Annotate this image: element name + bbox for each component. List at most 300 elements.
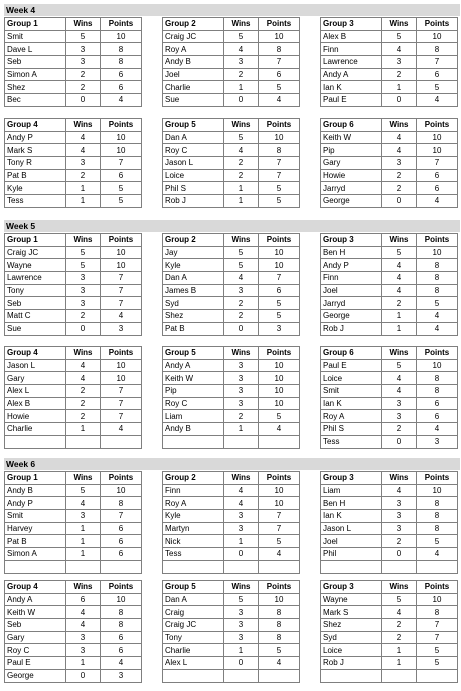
table-row (321, 359, 458, 372)
group-header-row (163, 119, 300, 132)
table-row (163, 606, 300, 619)
wins-value: 5 (224, 131, 259, 144)
wins-value: 1 (66, 522, 101, 535)
wins-value: 4 (66, 372, 101, 385)
wins-value: 3 (382, 510, 417, 523)
wins-value: 1 (224, 644, 259, 657)
group-name: Group 1 (5, 18, 66, 31)
points-value: 10 (259, 397, 300, 410)
table-row (163, 30, 300, 43)
player-name: Smit (321, 385, 382, 398)
points-value: 3 (101, 322, 142, 335)
points-value: 5 (259, 410, 300, 423)
player-name: Shez (5, 81, 66, 94)
table-row (321, 259, 458, 272)
wins-value: 5 (224, 259, 259, 272)
wins-value: 2 (224, 410, 259, 423)
points-value: 7 (259, 510, 300, 523)
player-name: Craig JC (163, 30, 224, 43)
table-row (163, 619, 300, 632)
week-header: Week 6 (4, 458, 460, 470)
points-value: 5 (417, 644, 458, 657)
table-row (321, 497, 458, 510)
table-row (5, 144, 142, 157)
points-value: 4 (259, 548, 300, 561)
wins-header: Wins (382, 18, 417, 31)
points-value: 8 (101, 619, 142, 632)
points-value: 10 (259, 385, 300, 398)
wins-header: Wins (224, 472, 259, 485)
points-value: 10 (417, 246, 458, 259)
table-row (163, 310, 300, 323)
player-name: Alex B (5, 397, 66, 410)
points-value: 5 (417, 657, 458, 670)
group-header-row (321, 234, 458, 247)
table-row (5, 259, 142, 272)
table-row (163, 157, 300, 170)
table-row (5, 593, 142, 606)
player-name: Dan A (163, 593, 224, 606)
group-header-row (321, 119, 458, 132)
wins-value: 3 (66, 631, 101, 644)
points-value: 8 (417, 43, 458, 56)
player-name: Pip (321, 144, 382, 157)
player-name (321, 560, 382, 573)
player-name: Joel (321, 535, 382, 548)
wins-value (382, 560, 417, 573)
table-row (321, 310, 458, 323)
player-name: Craig (163, 606, 224, 619)
player-name: Jason L (163, 157, 224, 170)
player-name: Roy A (163, 497, 224, 510)
player-name: George (321, 195, 382, 208)
group-name: Group 1 (5, 472, 66, 485)
wins-value: 4 (382, 259, 417, 272)
group-header-row (5, 581, 142, 594)
table-row (321, 593, 458, 606)
table-row (321, 131, 458, 144)
wins-value: 1 (382, 657, 417, 670)
points-value: 10 (259, 497, 300, 510)
wins-value: 0 (382, 195, 417, 208)
player-name: Charlie (5, 423, 66, 436)
table-row (5, 385, 142, 398)
wins-value: 2 (382, 169, 417, 182)
player-name: Pip (163, 385, 224, 398)
wins-value: 4 (382, 43, 417, 56)
player-name: Rob J (321, 322, 382, 335)
player-name: Rob J (321, 657, 382, 670)
wins-value: 5 (382, 30, 417, 43)
points-value: 10 (417, 131, 458, 144)
table-row (5, 522, 142, 535)
table-row (321, 619, 458, 632)
wins-value: 3 (224, 359, 259, 372)
table-row (5, 644, 142, 657)
table-row (321, 246, 458, 259)
wins-value: 2 (66, 169, 101, 182)
group-table (320, 233, 458, 336)
table-row (163, 372, 300, 385)
player-name: Mark S (5, 144, 66, 157)
table-row (321, 644, 458, 657)
player-name: Sue (5, 322, 66, 335)
group-name: Group 3 (321, 18, 382, 31)
table-row (5, 372, 142, 385)
points-value: 10 (417, 30, 458, 43)
player-name: Craig JC (163, 619, 224, 632)
player-name: Kyle (163, 259, 224, 272)
player-name: Martyn (163, 522, 224, 535)
points-value: 7 (259, 522, 300, 535)
points-value: 6 (417, 169, 458, 182)
points-header: Points (417, 472, 458, 485)
player-name: Pat B (5, 535, 66, 548)
group-name: Group 6 (321, 119, 382, 132)
wins-value: 1 (66, 657, 101, 670)
group-table (162, 346, 300, 449)
wins-value: 1 (224, 423, 259, 436)
player-name: Andy B (5, 484, 66, 497)
table-row (163, 593, 300, 606)
points-value: 10 (101, 484, 142, 497)
table-row (163, 560, 300, 573)
group-name: Group 5 (163, 119, 224, 132)
player-name: Joel (321, 284, 382, 297)
wins-value: 0 (382, 435, 417, 448)
wins-value: 5 (224, 593, 259, 606)
player-name: George (5, 669, 66, 682)
table-row (5, 560, 142, 573)
table-row (321, 535, 458, 548)
wins-value: 2 (66, 397, 101, 410)
group-table (4, 17, 142, 107)
points-value: 4 (101, 423, 142, 436)
table-row (163, 68, 300, 81)
wins-value: 4 (66, 131, 101, 144)
player-name: Roy C (163, 397, 224, 410)
group-header-row (163, 18, 300, 31)
wins-value: 3 (224, 631, 259, 644)
points-value: 4 (101, 310, 142, 323)
table-row (321, 30, 458, 43)
table-row (321, 410, 458, 423)
table-row (321, 195, 458, 208)
points-value: 10 (101, 131, 142, 144)
points-value: 8 (417, 272, 458, 285)
points-value: 8 (259, 619, 300, 632)
table-row (5, 497, 142, 510)
wins-value: 3 (224, 619, 259, 632)
points-value (417, 669, 458, 682)
player-name: Nick (163, 535, 224, 548)
table-row (321, 631, 458, 644)
points-value: 3 (101, 669, 142, 682)
points-value: 7 (101, 410, 142, 423)
player-name: Pat B (5, 169, 66, 182)
points-value: 7 (101, 284, 142, 297)
points-value: 6 (101, 169, 142, 182)
group-header-row (5, 347, 142, 360)
group-table (4, 233, 142, 336)
points-value: 7 (101, 157, 142, 170)
points-value: 4 (417, 423, 458, 436)
group-header-row (5, 119, 142, 132)
player-name: Tony (163, 631, 224, 644)
group-table (320, 346, 458, 449)
table-row (321, 606, 458, 619)
table-row (163, 272, 300, 285)
points-value: 5 (101, 195, 142, 208)
table-row (5, 68, 142, 81)
points-value: 10 (101, 30, 142, 43)
points-value: 10 (417, 359, 458, 372)
wins-value: 2 (382, 182, 417, 195)
points-value: 6 (101, 68, 142, 81)
group-header-row (5, 18, 142, 31)
table-row (5, 435, 142, 448)
player-name: Roy C (5, 644, 66, 657)
player-name: Liam (321, 484, 382, 497)
table-row (163, 522, 300, 535)
table-row (163, 435, 300, 448)
group-table (162, 17, 300, 107)
wins-value: 4 (382, 144, 417, 157)
wins-header: Wins (224, 119, 259, 132)
points-header: Points (101, 119, 142, 132)
group-table (4, 471, 142, 574)
player-name: Phil S (321, 423, 382, 436)
table-row (321, 385, 458, 398)
player-name: Joel (163, 68, 224, 81)
wins-value: 0 (224, 548, 259, 561)
wins-header: Wins (224, 18, 259, 31)
wins-value: 2 (382, 423, 417, 436)
table-row (321, 435, 458, 448)
points-value: 5 (259, 310, 300, 323)
group-table (162, 471, 300, 574)
group-name: Group 6 (321, 347, 382, 360)
table-row (5, 631, 142, 644)
points-value: 4 (417, 322, 458, 335)
group-name: Group 3 (321, 472, 382, 485)
points-value: 10 (101, 259, 142, 272)
player-name: Kyle (5, 182, 66, 195)
wins-value: 1 (66, 535, 101, 548)
player-name: Roy A (321, 410, 382, 423)
wins-header: Wins (224, 581, 259, 594)
table-row (163, 322, 300, 335)
player-name: Tess (321, 435, 382, 448)
table-row (163, 644, 300, 657)
points-value: 8 (417, 606, 458, 619)
wins-value: 4 (66, 144, 101, 157)
points-value: 10 (101, 246, 142, 259)
points-value (259, 435, 300, 448)
points-value: 6 (101, 631, 142, 644)
points-value: 7 (101, 272, 142, 285)
player-name: Craig JC (5, 246, 66, 259)
points-value: 7 (101, 397, 142, 410)
wins-value: 4 (66, 606, 101, 619)
wins-value: 3 (66, 56, 101, 69)
points-value: 3 (417, 435, 458, 448)
wins-value: 0 (382, 548, 417, 561)
table-row (321, 272, 458, 285)
wins-value: 1 (224, 81, 259, 94)
table-row (163, 43, 300, 56)
table-row (321, 68, 458, 81)
table-row (321, 657, 458, 670)
points-value: 10 (259, 246, 300, 259)
group-header-row (163, 234, 300, 247)
table-row (5, 410, 142, 423)
table-row (163, 144, 300, 157)
player-name: Seb (5, 297, 66, 310)
points-value: 10 (259, 131, 300, 144)
wins-value: 4 (66, 619, 101, 632)
table-row (321, 157, 458, 170)
player-name (5, 435, 66, 448)
points-value: 6 (259, 68, 300, 81)
table-row (163, 385, 300, 398)
player-name: Tony R (5, 157, 66, 170)
points-value: 7 (259, 272, 300, 285)
points-header: Points (417, 119, 458, 132)
player-name: Lawrence (5, 272, 66, 285)
group-header-row (5, 234, 142, 247)
points-value: 8 (417, 497, 458, 510)
table-row (321, 484, 458, 497)
wins-value: 1 (382, 81, 417, 94)
table-row (163, 182, 300, 195)
table-row (321, 94, 458, 107)
player-name: Seb (5, 56, 66, 69)
player-name: Jay (163, 246, 224, 259)
points-value: 8 (259, 631, 300, 644)
points-value: 7 (417, 56, 458, 69)
group-header-row (5, 472, 142, 485)
wins-value: 2 (382, 631, 417, 644)
points-value: 6 (101, 548, 142, 561)
wins-header: Wins (382, 347, 417, 360)
table-row (321, 560, 458, 573)
player-name: Jarryd (321, 297, 382, 310)
wins-value (66, 435, 101, 448)
wins-value: 3 (66, 272, 101, 285)
points-value: 6 (417, 68, 458, 81)
table-row (163, 195, 300, 208)
table-row (321, 522, 458, 535)
wins-value: 5 (66, 484, 101, 497)
wins-value: 0 (382, 94, 417, 107)
wins-value: 3 (382, 522, 417, 535)
table-row (5, 43, 142, 56)
table-row (5, 657, 142, 670)
wins-value: 3 (224, 56, 259, 69)
points-value: 7 (417, 157, 458, 170)
points-value: 8 (259, 144, 300, 157)
player-name: Phil S (163, 182, 224, 195)
points-value: 5 (417, 535, 458, 548)
table-row (5, 548, 142, 561)
group-table (4, 346, 142, 449)
table-row (321, 397, 458, 410)
wins-value: 4 (382, 131, 417, 144)
wins-value (224, 435, 259, 448)
group-header-row (321, 472, 458, 485)
wins-header: Wins (66, 119, 101, 132)
wins-value: 4 (224, 497, 259, 510)
wins-value: 0 (224, 657, 259, 670)
points-value: 10 (101, 372, 142, 385)
points-value: 8 (101, 606, 142, 619)
table-row (5, 669, 142, 682)
points-value: 8 (101, 43, 142, 56)
table-row (163, 397, 300, 410)
wins-value: 0 (66, 322, 101, 335)
points-value: 5 (259, 644, 300, 657)
table-row (163, 657, 300, 670)
points-value: 4 (259, 94, 300, 107)
player-name: Paul E (321, 94, 382, 107)
points-value: 8 (417, 284, 458, 297)
wins-value: 2 (224, 310, 259, 323)
wins-value: 2 (66, 68, 101, 81)
points-value: 7 (259, 157, 300, 170)
points-value: 8 (259, 606, 300, 619)
player-name: Jason L (5, 359, 66, 372)
player-name: Tess (163, 548, 224, 561)
wins-value: 4 (66, 497, 101, 510)
week-header: Week 4 (4, 4, 460, 16)
wins-value: 0 (224, 94, 259, 107)
player-name: Jarryd (321, 182, 382, 195)
table-row (321, 297, 458, 310)
player-name: Tony (5, 284, 66, 297)
player-name: Gary (5, 372, 66, 385)
points-header: Points (259, 581, 300, 594)
wins-value: 3 (224, 522, 259, 535)
points-header: Points (259, 119, 300, 132)
table-row (5, 56, 142, 69)
points-value: 6 (417, 410, 458, 423)
wins-value: 4 (66, 359, 101, 372)
player-name: Paul E (5, 657, 66, 670)
wins-header: Wins (382, 234, 417, 247)
wins-value: 3 (224, 284, 259, 297)
points-header: Points (417, 234, 458, 247)
group-header-row (321, 581, 458, 594)
table-row (163, 669, 300, 682)
week-header: Week 5 (4, 220, 460, 232)
player-name (163, 435, 224, 448)
group-table (4, 118, 142, 208)
player-name: Shez (321, 619, 382, 632)
table-row (163, 410, 300, 423)
player-name: Alex L (163, 657, 224, 670)
wins-value: 3 (382, 56, 417, 69)
wins-value: 3 (382, 497, 417, 510)
points-value: 10 (259, 593, 300, 606)
wins-value (66, 560, 101, 573)
table-row (163, 297, 300, 310)
wins-value: 4 (224, 144, 259, 157)
group-name: Group 2 (163, 234, 224, 247)
points-value: 6 (101, 535, 142, 548)
group-header-row (163, 347, 300, 360)
points-value: 8 (417, 522, 458, 535)
